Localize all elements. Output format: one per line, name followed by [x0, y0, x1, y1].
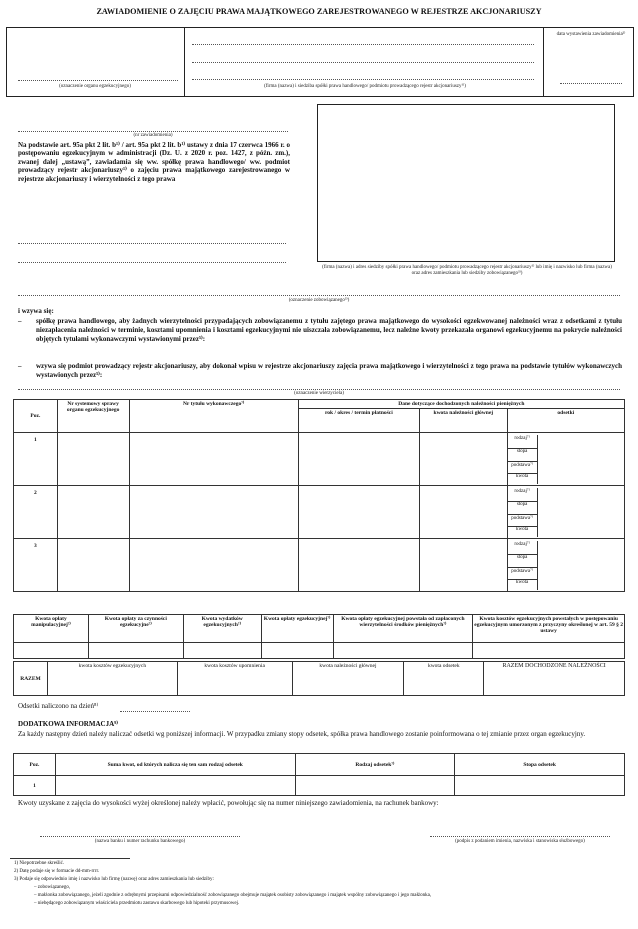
razem-label: RAZEM: [14, 662, 48, 696]
ods-label: rodzaj⁷⁾: [508, 435, 538, 448]
razem-upomnienia: kwota kosztów upomnienia: [177, 662, 292, 696]
fee-value[interactable]: [333, 643, 473, 659]
firma-field-1[interactable]: [192, 44, 534, 45]
odsetki-date-field[interactable]: [120, 711, 190, 712]
bank-field[interactable]: [40, 836, 240, 837]
cell[interactable]: [295, 776, 455, 796]
zob-field[interactable]: [18, 295, 620, 296]
fee-value[interactable]: [183, 643, 261, 659]
cell[interactable]: [420, 539, 508, 592]
cell[interactable]: [55, 776, 295, 796]
ods-label: podstawa⁷⁾: [508, 461, 538, 473]
cell[interactable]: [129, 486, 298, 539]
row-number: 2: [14, 486, 58, 539]
cell[interactable]: [420, 486, 508, 539]
fee-czynnosci: Kwota opłaty za czynności egzekucyjne⁷⁾: [88, 615, 183, 643]
col-nrsys: Nr systemowy sprawy organu egzekucyjnego: [57, 400, 129, 433]
row-number: 3: [14, 539, 58, 592]
cell[interactable]: [129, 433, 298, 486]
wierz-caption: (oznaczenie wierzyciela): [294, 391, 344, 396]
odsetki-label: Odsetki naliczono na dzień⁸⁾: [18, 702, 99, 710]
odsetki-table: [13, 753, 625, 796]
zob-caption: (oznaczenie zobowiązanego³⁾): [288, 298, 350, 303]
fee-manipulacyjna: Kwota opłaty manipulacyjnej⁷⁾: [14, 615, 89, 643]
bank-caption: (nazwa banku i numer rachunku bankowego): [94, 839, 186, 844]
col-stopa: Stopa odsetek: [455, 754, 625, 776]
cell[interactable]: [57, 539, 129, 592]
razem-odsetki: kwota odsetek: [404, 662, 484, 696]
fee-egzekucyjna: Kwota opłaty egzekucyjnej⁷⁾: [261, 615, 333, 643]
ods-label: podstawa⁷⁾: [508, 567, 538, 579]
ods-label: stopa: [508, 554, 538, 567]
cell[interactable]: [129, 539, 298, 592]
cell[interactable]: [298, 539, 419, 592]
organ-field[interactable]: [18, 80, 178, 81]
ods-label: kwota: [508, 526, 538, 537]
ods-label: stopa: [508, 448, 538, 461]
footnote: – małżonka zobowiązanego, jeżeli zgodnie z odrębnymi przepisami odpowiedzialność zobowiązanego obejmuje majątek osobisty zobowiązanego i majątek wspólny zobowiązanego i jego małżonka,: [34, 893, 432, 898]
col-kwota: kwota należności głównej: [420, 409, 508, 433]
wzywa-item-2: wzywa się podmiot prowadzący rejestr akcjonariuszy, aby dokonał wpisu w rejestrze akcjonariuszy zajęcia prawa majątkowego i wierzytelności z tego prawa na podstawie tytułów wykonawczych wystawionych przez⁵⁾:: [36, 362, 622, 379]
ods-label: podstawa⁷⁾: [508, 514, 538, 526]
col-rok: rok / okres / termin płatności: [298, 409, 419, 433]
data-caption: data wystawienia zawiadomienia²⁾: [556, 32, 626, 37]
signature-field[interactable]: [430, 836, 610, 837]
table-row: [14, 433, 625, 486]
razem-koszty: kwota kosztów egzekucyjnych: [47, 662, 177, 696]
addressee-caption: (firma (nazwa) i adres siedziby spółki prawa handlowego/ podmiotu prowadzącego rejestr akcjonariuszy¹⁾ lub imię i nazwisko lub firma (nazwa) oraz adres zamieszkania lub siedziby zobowiązanego³⁾): [322, 265, 612, 276]
main-table: [13, 399, 625, 592]
col-rodzaj: Rodzaj odsetek⁷⁾: [295, 754, 455, 776]
ods-label: kwota: [508, 473, 538, 484]
dodatkowa-title: DODATKOWA INFORMACJA⁹⁾: [18, 720, 118, 728]
fee-umorzone: Kwota kosztów egzekucyjnych powstałych w postępowaniu egzekucyjnym umorzonym z przyczyny określonej w art. 59 § 2 ustawy: [473, 615, 625, 643]
signature-caption: (podpis z podaniem imienia, nazwiska i stanowiska służbowego): [455, 839, 585, 844]
ods-label: kwota: [508, 579, 538, 590]
firma-field-3[interactable]: [192, 79, 534, 80]
row-number: 1: [14, 776, 56, 796]
wzywa-item-1: spółkę prawa handlowego, aby żadnych wierzytelności przypadających zobowiązanemu z tytułu zajętego prawa majątkowego do wysokości egzekwowanej należności wraz z odsetkami z tytułu niezapłacenia należności w terminie, kosztami upomnienia i kosztami egzekucyjnymi nie uiszczała zobowiązanemu, lecz należne kwoty przekazała organowi egzekucyjnemu na pokrycie należności objętych tytułami wykonawczymi wystawionymi przez⁵⁾:: [36, 317, 622, 343]
ods-label: rodzaj⁷⁾: [508, 541, 538, 554]
fees-table: [13, 614, 625, 659]
col-odsetki: odsetki: [507, 409, 624, 433]
cell[interactable]: [298, 486, 419, 539]
col-nrtyt: Nr tytułu wykonawczego⁷⁾: [129, 400, 298, 433]
wzywa-lead: i wzywa się:: [18, 307, 54, 315]
organ-caption: (oznaczenie organu egzekucyjnego): [59, 84, 131, 89]
legal-basis-text: Na podstawie art. 95a pkt 2 lit. b¹⁾ / art. 95a pkt 2 lit. b¹⁾ ustawy z dnia 17 czerwca 1966 r. o postępowaniu egzekucyjnym w administracji (Dz. U. z 2020 r. poz. 1427, z późn. zm.), zwanej dalej „ustawą”, zawiadamia się ww. spółkę prawa handlowego/ ww. podmiot prowadzący rejestr akcjonariuszy¹⁾ o zajęciu prawa majątkowego zarejestrowanego w rejestrze akcjonariuszy i wierzytelności z tego prawa: [18, 141, 290, 183]
footnote: 2) Datę podaje się w formacie dd-mm-rrrr.: [14, 869, 100, 874]
table-row: [14, 776, 625, 796]
fee-wydatki: Kwota wydatków egzekucyjnych⁷⁾: [183, 615, 261, 643]
dodatkowa-text: Za każdy następny dzień należy naliczać odsetki wg poniższej informacji. W przypadku zmiany stopy odsetek, spółka prawa handlowego zostanie poinformowana o tej zmianie przez organ egzekucyjny.: [18, 730, 586, 738]
cell[interactable]: [455, 776, 625, 796]
firma-field-2[interactable]: [192, 62, 534, 63]
nr-caption: (nr zawiadomienia): [133, 133, 173, 138]
ods-label: rodzaj⁷⁾: [508, 488, 538, 501]
cell[interactable]: [57, 433, 129, 486]
razem-table: [13, 661, 625, 696]
firma-caption: (firma (nazwa) i siedziba spółki prawa handlowego/ podmiotu prowadzącego rejestr akcjonariuszy¹⁾): [264, 84, 466, 89]
document-title: ZAWIADOMIENIE O ZAJĘCIU PRAWA MAJĄTKOWEGO ZAREJESTROWANEGO W REJESTRZE AKCJONARIUSZY: [96, 7, 542, 16]
addressee-box[interactable]: [317, 104, 615, 262]
kwoty-text: Kwoty uzyskane z zajęcia do wysokości wyżej określonej należy wpłacić, powołując się na numer niniejszego zawiadomienia, na rachunek bankowy:: [18, 799, 439, 807]
wierz-field[interactable]: [18, 389, 620, 390]
fee-value[interactable]: [14, 643, 89, 659]
razem-dochodzone: RAZEM DOCHODZONE NALEŻNOŚCI: [484, 662, 625, 696]
footnote: 1) Niepotrzebne skreślić.: [14, 861, 65, 866]
footnote: – niebędącego zobowiązanym właściciela przedmiotu zastawu skarbowego lub hipoteki przymusowej.: [34, 901, 240, 906]
footnote: 3) Podaje się odpowiednio imię i nazwisko lub firmę (nazwę) oraz adres zamieszkania lub siedziby:: [14, 877, 214, 882]
table-row: [14, 486, 625, 539]
nr-field[interactable]: [18, 131, 288, 132]
cell[interactable]: [57, 486, 129, 539]
fee-wierzytelnosci: Kwota opłaty egzekucyjnej powstała od zapłaconych wierzytelności środków pieniężnych⁷⁾: [333, 615, 473, 643]
footnote: – zobowiązanego,: [34, 885, 71, 890]
row-number: 1: [14, 433, 58, 486]
left-field-2[interactable]: [18, 262, 286, 263]
odsetki-cell[interactable]: [507, 433, 624, 486]
col-poz: Poz.: [14, 400, 58, 433]
col-suma: Suma kwot, od których nalicza się ten sam rodzaj odsetek: [55, 754, 295, 776]
col-dane: Dane dotyczące dochodzonych należności pieniężnych: [298, 400, 624, 409]
cell[interactable]: [298, 433, 419, 486]
cell[interactable]: [420, 433, 508, 486]
fee-value[interactable]: [88, 643, 183, 659]
razem-naleznosci: kwota należności głównej: [292, 662, 404, 696]
odsetki-cell[interactable]: [507, 539, 624, 592]
fee-value[interactable]: [473, 643, 625, 659]
fee-value[interactable]: [261, 643, 333, 659]
col-poz: Poz.: [14, 754, 56, 776]
table-row: [14, 539, 625, 592]
odsetki-cell[interactable]: [507, 486, 624, 539]
data-field[interactable]: [560, 83, 622, 84]
left-field-1[interactable]: [18, 243, 286, 244]
ods-label: stopa: [508, 501, 538, 514]
